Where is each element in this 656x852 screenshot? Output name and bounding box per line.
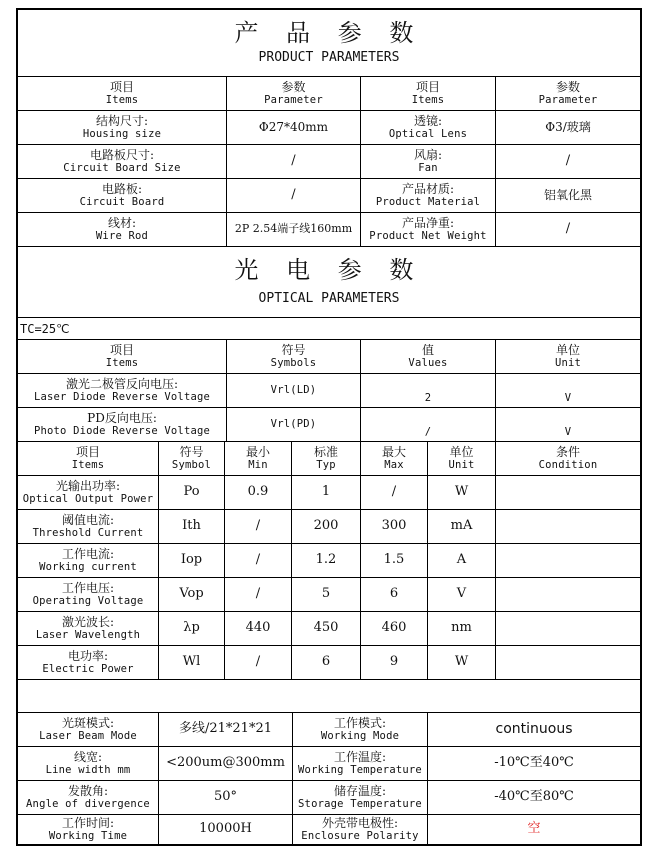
test-condition: TC=25℃ xyxy=(20,322,70,336)
row-label-zh: 电路板尺寸: xyxy=(89,147,155,162)
row-label-zh: 风扇: xyxy=(413,147,443,162)
param-row-label xyxy=(18,510,158,543)
product-row-2-label-right xyxy=(361,145,495,178)
product-row-4-value: 2P 2.54端子线160mm xyxy=(234,222,353,236)
param-row-min: / xyxy=(255,552,261,568)
param-row-typ: 200 xyxy=(313,518,339,534)
reverse-row-2-value: / xyxy=(424,426,432,439)
header-label-en: Min xyxy=(248,459,268,472)
row-label-en: Enclosure Polarity xyxy=(301,830,419,843)
product-title xyxy=(18,10,640,76)
bottom-row-4-value: 10000H xyxy=(199,821,252,837)
header-label-zh: 条件 xyxy=(555,444,580,459)
row-label-zh: 储存温度: xyxy=(333,783,387,798)
param-row-unit: A xyxy=(456,552,467,568)
param-header-typ xyxy=(292,442,360,475)
reverse-row-1-label xyxy=(18,374,226,407)
row-label-zh: 工作时间: xyxy=(61,815,115,830)
row-label-zh: 透镜: xyxy=(413,113,443,128)
bottom-row-2-label-right xyxy=(293,747,427,780)
param-row-label xyxy=(18,578,158,611)
param-row-sym: λp xyxy=(183,620,200,636)
product-row-3-value-right: 铝氧化黑 xyxy=(543,187,592,202)
row-label-en: Working Temperature xyxy=(298,764,422,777)
param-row-typ: 6 xyxy=(321,654,331,670)
spec-sheet xyxy=(16,8,642,846)
row-label-zh: 工作温度: xyxy=(333,749,387,764)
header-label-zh: 项目 xyxy=(415,79,440,94)
param-row-sym: Ith xyxy=(182,518,201,534)
row-label-en: Wire Rod xyxy=(95,230,149,243)
row-label-en: Electric Power xyxy=(42,663,134,676)
param-row-unit: W xyxy=(454,484,469,500)
bottom-row-1-label xyxy=(18,713,158,746)
param-row-min: 0.9 xyxy=(247,484,269,500)
row-label-zh: 发散角: xyxy=(67,783,109,798)
param-header-symbol xyxy=(159,442,224,475)
param-row-sym: Po xyxy=(183,484,200,500)
bottom-row-3-label-right xyxy=(293,781,427,814)
row-label-en: Optical Lens xyxy=(388,128,468,141)
product-row-3-label xyxy=(18,179,226,212)
param-header-items xyxy=(18,442,158,475)
row-label-zh: 激光二极管反向电压: xyxy=(65,376,179,391)
product-row-2-value-right: / xyxy=(565,153,571,169)
product-row-3-value: / xyxy=(291,187,296,203)
row-label-zh: 结构尺寸: xyxy=(95,113,149,128)
header-label-en: Parameter xyxy=(538,94,598,107)
product-row-2-value: / xyxy=(291,153,296,169)
bottom-row-4-label-right xyxy=(293,815,427,844)
param-row-min: / xyxy=(255,518,261,534)
row-label-en: Fan xyxy=(418,162,438,175)
row-label-zh: 光输出功率: xyxy=(55,478,121,493)
row-label-zh: 产品材质: xyxy=(401,181,455,196)
param-row-min: 440 xyxy=(245,620,271,636)
row-label-zh: 阈值电流: xyxy=(61,512,115,527)
param-row-unit: nm xyxy=(451,620,472,636)
row-label-zh: PD反向电压: xyxy=(87,410,157,425)
bottom-row-2-value-right: -10℃至40℃ xyxy=(494,755,574,771)
param-row-min: / xyxy=(255,654,261,670)
header-label-zh: 符号 xyxy=(179,444,204,459)
reverse-row-1-symbol: Vrl(LD) xyxy=(270,384,317,397)
header-label-en: Condition xyxy=(538,459,598,472)
row-label-en: Circuit Board Size xyxy=(63,162,181,175)
product-row-1-value-right: Φ3/玻璃 xyxy=(545,119,591,134)
param-row-label xyxy=(18,646,158,679)
param-row-label xyxy=(18,476,158,509)
param-row-typ: 1.2 xyxy=(315,552,337,568)
param-header-max xyxy=(361,442,427,475)
optical-header-values xyxy=(361,340,495,373)
param-row-max: 9 xyxy=(389,654,399,670)
param-header-unit xyxy=(428,442,495,475)
bottom-row-2-value: <200um@300mm xyxy=(166,755,285,771)
row-label-zh: 线宽: xyxy=(73,749,103,764)
header-label-en: Items xyxy=(105,357,139,370)
param-row-typ: 5 xyxy=(321,586,331,602)
row-label-zh: 外壳带电极性: xyxy=(321,815,399,830)
product-row-3-label-right xyxy=(361,179,495,212)
param-row-max: 6 xyxy=(389,586,399,602)
param-row-unit: W xyxy=(454,654,469,670)
row-label-en: Laser Wavelength xyxy=(35,629,141,642)
param-row-sym: Iop xyxy=(180,552,203,568)
product-title-en: PRODUCT PARAMETERS xyxy=(258,50,400,66)
header-label-zh: 单位 xyxy=(555,342,580,357)
param-row-label xyxy=(18,544,158,577)
param-row-unit: V xyxy=(456,586,467,602)
row-label-zh: 工作电压: xyxy=(61,580,115,595)
param-row-sym: Wl xyxy=(182,654,201,670)
row-label-en: Working Time xyxy=(48,830,128,843)
product-row-1-value: Φ27*40mm xyxy=(258,119,329,134)
reverse-row-1-unit: V xyxy=(564,392,572,405)
product-row-4-value-right: / xyxy=(565,221,571,237)
header-label-zh: 参数 xyxy=(281,79,306,94)
product-header-items-1 xyxy=(18,77,226,110)
header-label-en: Typ xyxy=(316,459,336,472)
row-label-en: Housing size xyxy=(82,128,162,141)
header-label-en: Items xyxy=(71,459,105,472)
row-label-zh: 线材: xyxy=(107,215,137,230)
header-label-en: Parameter xyxy=(264,94,323,107)
row-label-en: Line width mm xyxy=(45,764,131,777)
row-label-zh: 工作模式: xyxy=(333,715,387,730)
optical-title-zh: 光 电 参 数 xyxy=(234,255,424,284)
param-row-max: 300 xyxy=(381,518,407,534)
bottom-row-3-label xyxy=(18,781,158,814)
row-label-zh: 激光波长: xyxy=(61,614,115,629)
row-label-en: Photo Diode Reverse Voltage xyxy=(33,425,211,438)
row-label-zh: 电路板: xyxy=(101,181,143,196)
param-row-typ: 450 xyxy=(313,620,339,636)
header-label-en: Symbol xyxy=(171,459,212,472)
header-label-en: Values xyxy=(408,357,448,370)
row-label-en: Angle of divergence xyxy=(26,798,150,811)
header-label-zh: 值 xyxy=(421,342,434,357)
param-row-min: / xyxy=(255,586,261,602)
product-header-parameter-2 xyxy=(496,77,640,110)
bottom-row-1-value-right: continuous xyxy=(495,721,573,738)
optical-header-unit xyxy=(496,340,640,373)
row-label-zh: 光斑模式: xyxy=(61,715,115,730)
header-label-en: Max xyxy=(384,459,404,472)
product-row-1-label-right xyxy=(361,111,495,144)
optical-header-symbols xyxy=(227,340,360,373)
param-header-condition xyxy=(496,442,640,475)
product-row-4-label-right xyxy=(361,213,495,246)
header-label-zh: 最小 xyxy=(245,444,270,459)
param-row-max: / xyxy=(391,484,397,500)
row-label-zh: 工作电流: xyxy=(61,546,115,561)
optical-header-items xyxy=(18,340,226,373)
header-label-zh: 最大 xyxy=(381,444,406,459)
reverse-row-2-label xyxy=(18,408,226,441)
header-label-en: Symbols xyxy=(270,357,317,370)
optical-title xyxy=(18,247,640,317)
header-label-zh: 单位 xyxy=(449,444,474,459)
bottom-row-3-value-right: -40℃至80℃ xyxy=(494,789,574,805)
product-title-zh: 产 品 参 数 xyxy=(234,18,424,47)
row-label-zh: 产品净重: xyxy=(401,215,455,230)
row-label-en: Threshold Current xyxy=(32,527,144,540)
row-label-en: Product Net Weight xyxy=(369,230,487,243)
bottom-row-3-value: 50° xyxy=(213,789,238,805)
param-row-sym: Vop xyxy=(179,586,204,602)
header-label-zh: 标准 xyxy=(313,444,338,459)
row-label-en: Laser Diode Reverse Voltage xyxy=(33,391,211,404)
header-label-en: Items xyxy=(105,94,139,107)
optical-title-en: OPTICAL PARAMETERS xyxy=(258,291,400,307)
bottom-row-1-value: 多线/21*21*21 xyxy=(178,721,272,737)
param-row-typ: 1 xyxy=(321,484,331,500)
row-label-en: Operating Voltage xyxy=(32,595,144,608)
bottom-row-4-label xyxy=(18,815,158,844)
header-label-en: Items xyxy=(411,94,445,107)
header-label-zh: 项目 xyxy=(109,79,134,94)
bottom-row-2-label xyxy=(18,747,158,780)
row-label-en: Storage Temperature xyxy=(298,798,422,811)
bottom-row-1-label-right xyxy=(293,713,427,746)
param-header-min xyxy=(225,442,291,475)
row-label-en: Working current xyxy=(39,561,137,574)
header-label-en: Unit xyxy=(448,459,475,472)
row-label-en: Laser Beam Mode xyxy=(39,730,137,743)
header-label-zh: 项目 xyxy=(109,342,134,357)
header-label-en: Unit xyxy=(554,357,582,370)
enclosure-polarity-value: 空 xyxy=(527,821,541,837)
header-label-zh: 符号 xyxy=(281,342,306,357)
param-row-unit: mA xyxy=(450,518,473,534)
reverse-row-1-value: 2 xyxy=(424,392,432,405)
product-header-items-2 xyxy=(361,77,495,110)
product-header-parameter-1 xyxy=(227,77,360,110)
row-label-en: Product Material xyxy=(375,196,481,209)
param-row-label xyxy=(18,612,158,645)
row-label-en: Optical Output Power xyxy=(22,493,154,506)
row-label-en: Circuit Board xyxy=(79,196,165,209)
header-label-zh: 参数 xyxy=(555,79,580,94)
row-label-zh: 电功率: xyxy=(67,648,109,663)
reverse-row-2-symbol: Vrl(PD) xyxy=(270,418,317,431)
reverse-row-2-unit: V xyxy=(564,426,572,439)
product-row-2-label xyxy=(18,145,226,178)
row-label-en: Working Mode xyxy=(320,730,400,743)
param-row-max: 460 xyxy=(381,620,407,636)
param-row-max: 1.5 xyxy=(383,552,405,568)
header-label-zh: 项目 xyxy=(75,444,100,459)
product-row-4-label xyxy=(18,213,226,246)
product-row-1-label xyxy=(18,111,226,144)
